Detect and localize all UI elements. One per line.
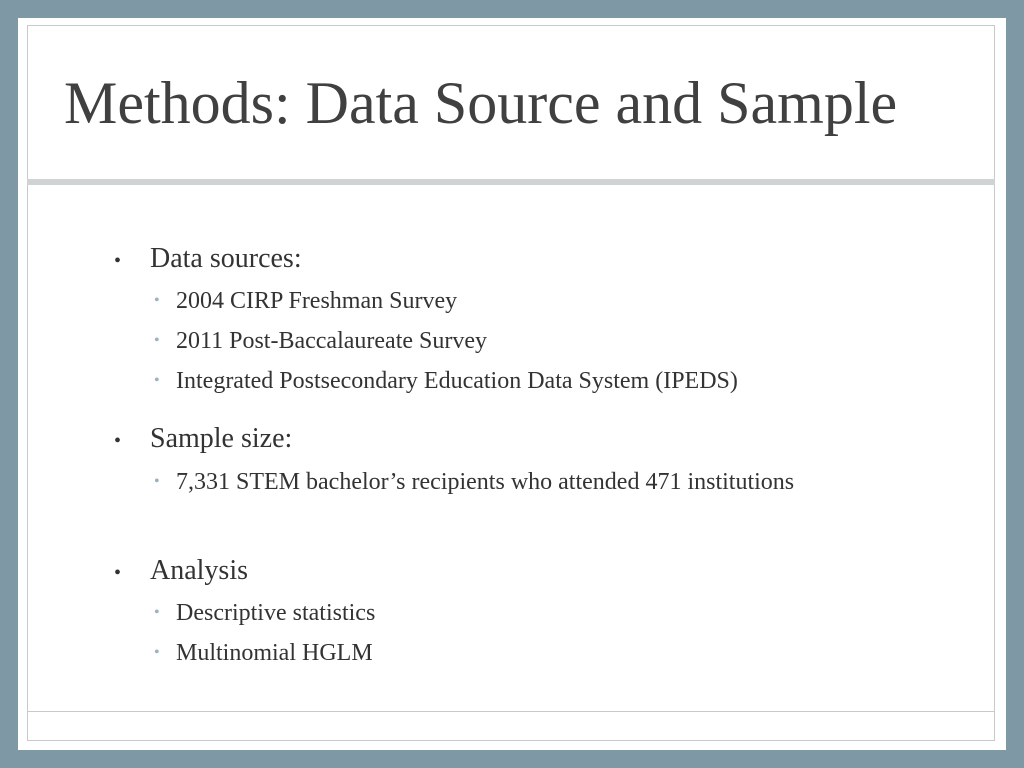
bullet-icon: • — [114, 562, 122, 584]
bullet-icon: • — [114, 430, 122, 452]
sub-bullet-text: Descriptive statistics — [176, 600, 376, 626]
slide — [18, 18, 1006, 750]
sub-bullet-text: 2004 CIRP Freshman Survey — [176, 288, 458, 314]
sub-bullet-text: Multinomial HGLM — [176, 640, 373, 666]
sub-bullet — [154, 286, 936, 316]
slide-title: Methods: Data Source and Sample — [64, 70, 898, 136]
sub-bullet-icon: • — [154, 644, 160, 661]
sub-bullet — [154, 366, 936, 396]
bullet-data-sources — [114, 243, 302, 275]
sub-bullet-text: 2011 Post-Baccalaureate Survey — [176, 328, 488, 354]
bullet-analysis — [114, 555, 248, 587]
slide-content — [18, 18, 1006, 750]
bullet-sample-size — [114, 423, 293, 455]
sub-bullet — [154, 638, 936, 668]
sub-bullet — [154, 467, 826, 497]
sub-bullet-icon: • — [154, 332, 160, 349]
sub-bullet-text: Integrated Postsecondary Education Data System (IPEDS) — [176, 368, 738, 394]
sub-bullet-icon: • — [154, 372, 160, 389]
sub-bullet-icon: • — [154, 292, 160, 309]
bullet-icon: • — [114, 250, 122, 272]
bullet-label: Sample size: — [150, 423, 293, 454]
bullet-label: Data sources: — [150, 243, 302, 274]
sub-bullet-text: 7,331 STEM bachelor’s recipients who attended 471 institutions — [176, 469, 795, 495]
sub-bullet — [154, 598, 936, 628]
sub-bullet — [154, 326, 936, 356]
sub-bullet-icon: • — [154, 473, 160, 490]
bullet-label: Analysis — [150, 555, 248, 586]
sub-bullet-icon: • — [154, 604, 160, 621]
